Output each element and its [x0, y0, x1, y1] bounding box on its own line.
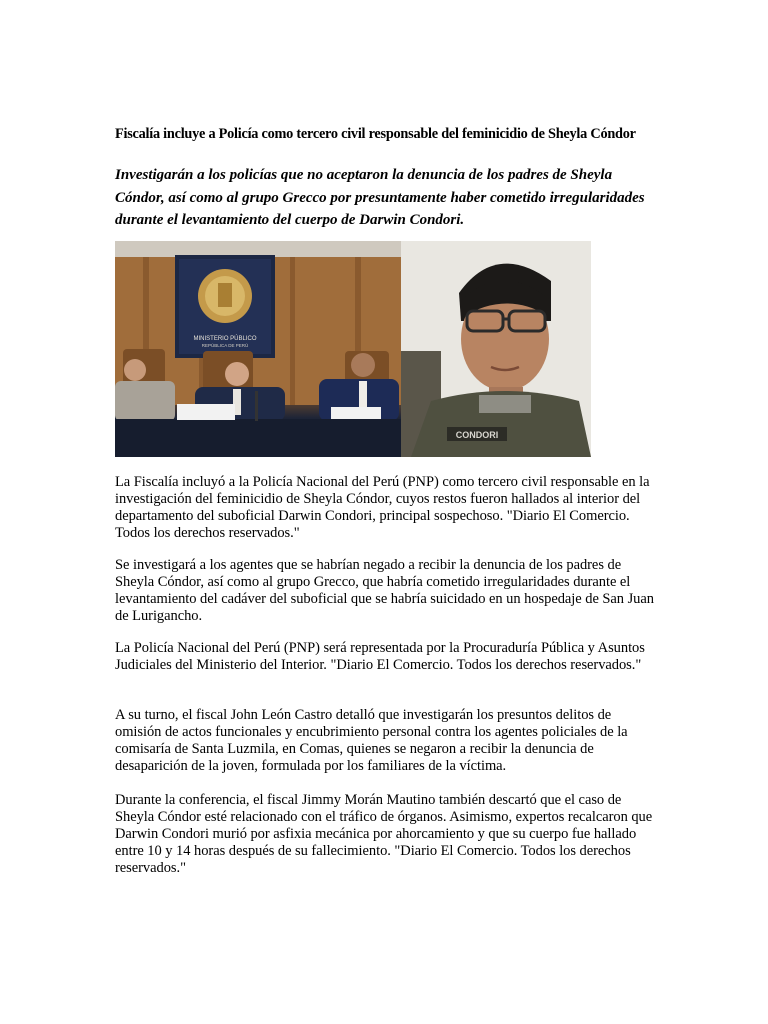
article-headline: Fiscalía incluye a Policía como tercero civil responsable del feminicidio de Sheyla Cóndor — [115, 126, 636, 142]
vest-name-tag: CONDORI — [455, 430, 499, 440]
article-photo — [115, 241, 591, 457]
sign-text-line2: REPÚBLICA DE PERÚ — [201, 343, 249, 348]
sign-text-line1: MINISTERIO PÚBLICO — [193, 336, 257, 342]
paragraph-1: La Fiscalía incluyó a la Policía Nacional del Perú (PNP) como tercero civil responsable en la investigación del feminicidio de Sheyla Cóndor, cuyos restos fueron hallados al interior del departamento del suboficial Darwin Condori, principal sospechoso. "Diario El Comercio. Todos los derechos reservados." — [115, 474, 650, 541]
article-subhead: Investigarán a los policías que no aceptaron la denuncia de los padres de Sheyla Cóndor, así como al grupo Grecco por presuntamente haber cometido irregularidades durante el levantamiento del cuerpo de Darwin Condori. — [115, 167, 645, 228]
portrait-photo — [401, 241, 591, 457]
paragraph-5: Durante la conferencia, el fiscal Jimmy Morán Mautino también descartó que el caso de Sheyla Cóndor esté relacionado con el tráfico de órganos. Asimismo, expertos recalcaron que Darwin Condori murió por asfixia mecánica por ahorcamiento y que su cuerpo fue hallado entre 10 y 14 horas después de su fallecimiento. "Diario El Comercio. Todos los derechos reservados." — [115, 792, 653, 876]
portrait-illustration — [401, 241, 591, 457]
press-conference-illustration — [115, 241, 401, 457]
paragraph-3: La Policía Nacional del Perú (PNP) será representada por la Procuraduría Pública y Asuntos Judiciales del Ministerio del Interior. "Diario El Comercio. Todos los derechos reservados." — [115, 640, 645, 673]
paragraph-4: A su turno, el fiscal John León Castro detalló que investigarán los presuntos delitos de omisión de actos funcionales y encubrimiento personal contra los agentes policiales de la comisaría de Santa Luzmila, en Comas, quienes se negaron a recibir la denuncia de desaparición de la joven, formulada por los familiares de la víctima. — [115, 707, 628, 774]
press-conference-photo — [115, 241, 401, 457]
paragraph-2: Se investigará a los agentes que se habrían negado a recibir la denuncia de los padres de Sheyla Cóndor, así como al grupo Grecco, que habría cometido irregularidades durante el levantamiento del cadáver del suboficial que se habría suicidado en un hospedaje de San Juan de Lurigancho. — [115, 557, 654, 624]
